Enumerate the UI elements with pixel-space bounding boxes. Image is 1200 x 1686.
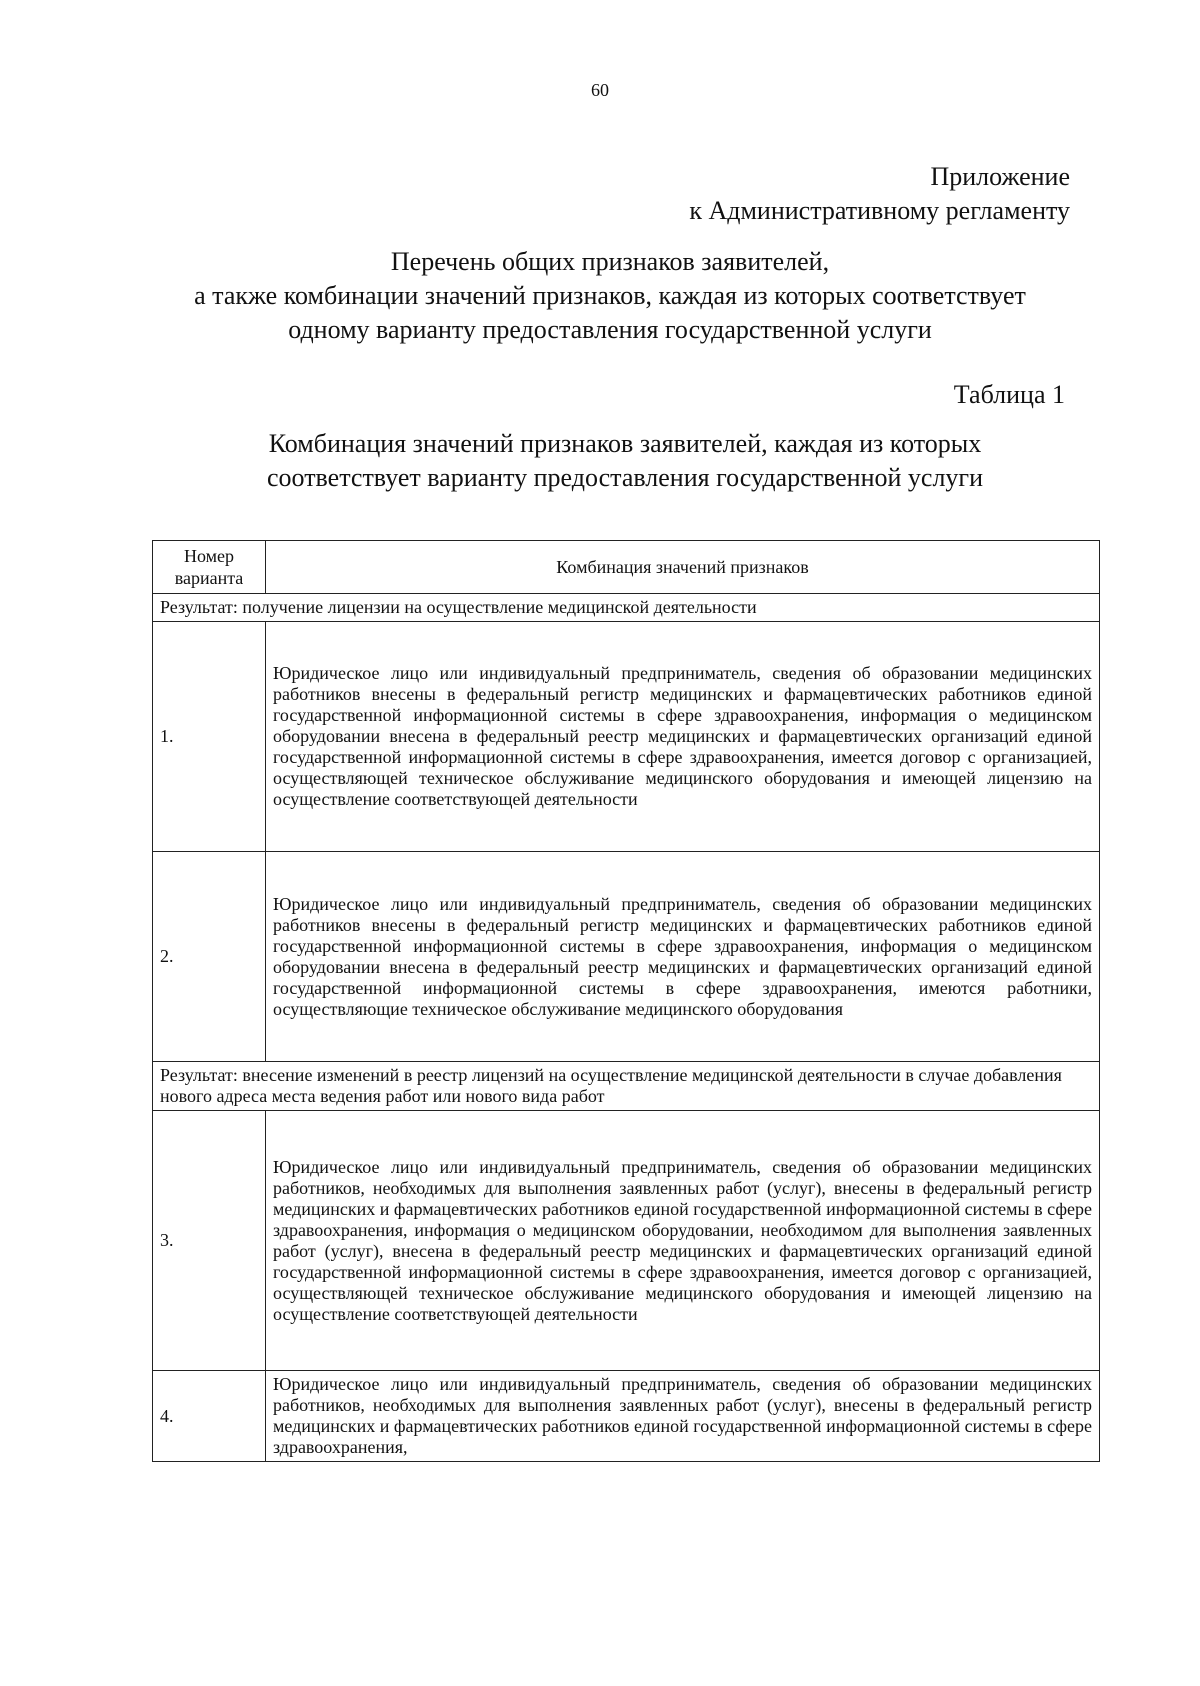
result-row (153, 594, 1100, 622)
main-title-line-2: а также комбинации значений признаков, каждая из которых соответствует (194, 281, 1026, 310)
header-variant-number (153, 541, 266, 594)
variant-number: 4. (153, 1371, 266, 1462)
variant-combination: Юридическое лицо или индивидуальный предприниматель, сведения об образовании медицинских работников, необходимых для выполнения заявленных работ (услуг), внесены в федеральный регистр медицинских и фармацевтических работников единой государственной информационной системы в сфере здравоохранения, информация о медицинском оборудовании, необходимом для выполнения заявленных работ (услуг), внесена в федеральный реестр медицинских и фармацевтических организаций единой государственной информационной системы в сфере здравоохранения, имеется договор с организацией, осуществляющей техническое обслуживание медицинского оборудования и имеющей лицензию на осуществление соответствующей деятельности (266, 1111, 1100, 1371)
table-row (153, 1111, 1100, 1371)
page-number: 60 (591, 80, 609, 100)
main-title-line-1: Перечень общих признаков заявителей, (390, 247, 830, 276)
table-title-line-2: соответствует варианту предоставления государственной услуги (267, 463, 983, 492)
table-title (200, 427, 1050, 495)
table-title-line-1: Комбинация значений признаков заявителей, каждая из которых (268, 429, 982, 458)
result-row (153, 1062, 1100, 1111)
variant-combination: Юридическое лицо или индивидуальный предприниматель, сведения об образовании медицинских работников внесены в федеральный регистр медицинских и фармацевтических работников единой государственной информационной системы в сфере здравоохранения, информация о медицинском оборудовании внесена в федеральный реестр медицинских и фармацевтических организаций единой государственной информационной системы в сфере здравоохранения, имеются работники, осуществляющие техническое обслуживание медицинского оборудования (266, 852, 1100, 1062)
variants-table (152, 540, 1100, 1462)
header-number-line-1: Номер (183, 546, 235, 566)
appendix-line-1: Приложение (930, 162, 1070, 191)
table-row (153, 852, 1100, 1062)
appendix-block (689, 160, 1070, 228)
main-title-line-3: одному варианту предоставления государственной услуги (288, 315, 932, 344)
variant-number: 2. (153, 852, 266, 1062)
header-combination: Комбинация значений признаков (266, 541, 1100, 594)
header-number-line-2: варианта (174, 568, 244, 588)
result-cell-2: Результат: внесение изменений в реестр лицензий на осуществление медицинской деятельности в случае добавления нового адреса места ведения работ или нового вида работ (153, 1062, 1100, 1111)
table-row (153, 1371, 1100, 1462)
variant-number: 3. (153, 1111, 266, 1371)
variant-combination: Юридическое лицо или индивидуальный предприниматель, сведения об образовании медицинских работников, необходимых для выполнения заявленных работ (услуг), внесены в федеральный регистр медицинских и фармацевтических работников единой государственной информационной системы в сфере здравоохранения, (266, 1371, 1100, 1462)
appendix-line-2: к Административному регламенту (689, 196, 1070, 225)
table-label: Таблица 1 (953, 380, 1065, 409)
variant-number: 1. (153, 622, 266, 852)
variant-combination: Юридическое лицо или индивидуальный предприниматель, сведения об образовании медицинских работников внесены в федеральный регистр медицинских и фармацевтических работников единой государственной информационной системы в сфере здравоохранения, информация о медицинском оборудовании внесена в федеральный реестр медицинских и фармацевтических организаций единой государственной информационной системы в сфере здравоохранения, имеется договор с организацией, осуществляющей техническое обслуживание медицинского оборудования и имеющей лицензию на осуществление соответствующей деятельности (266, 622, 1100, 852)
result-cell-1: Результат: получение лицензии на осуществление медицинской деятельности (153, 594, 1100, 622)
main-title (140, 245, 1080, 347)
table-row (153, 622, 1100, 852)
table-header-row (153, 541, 1100, 594)
